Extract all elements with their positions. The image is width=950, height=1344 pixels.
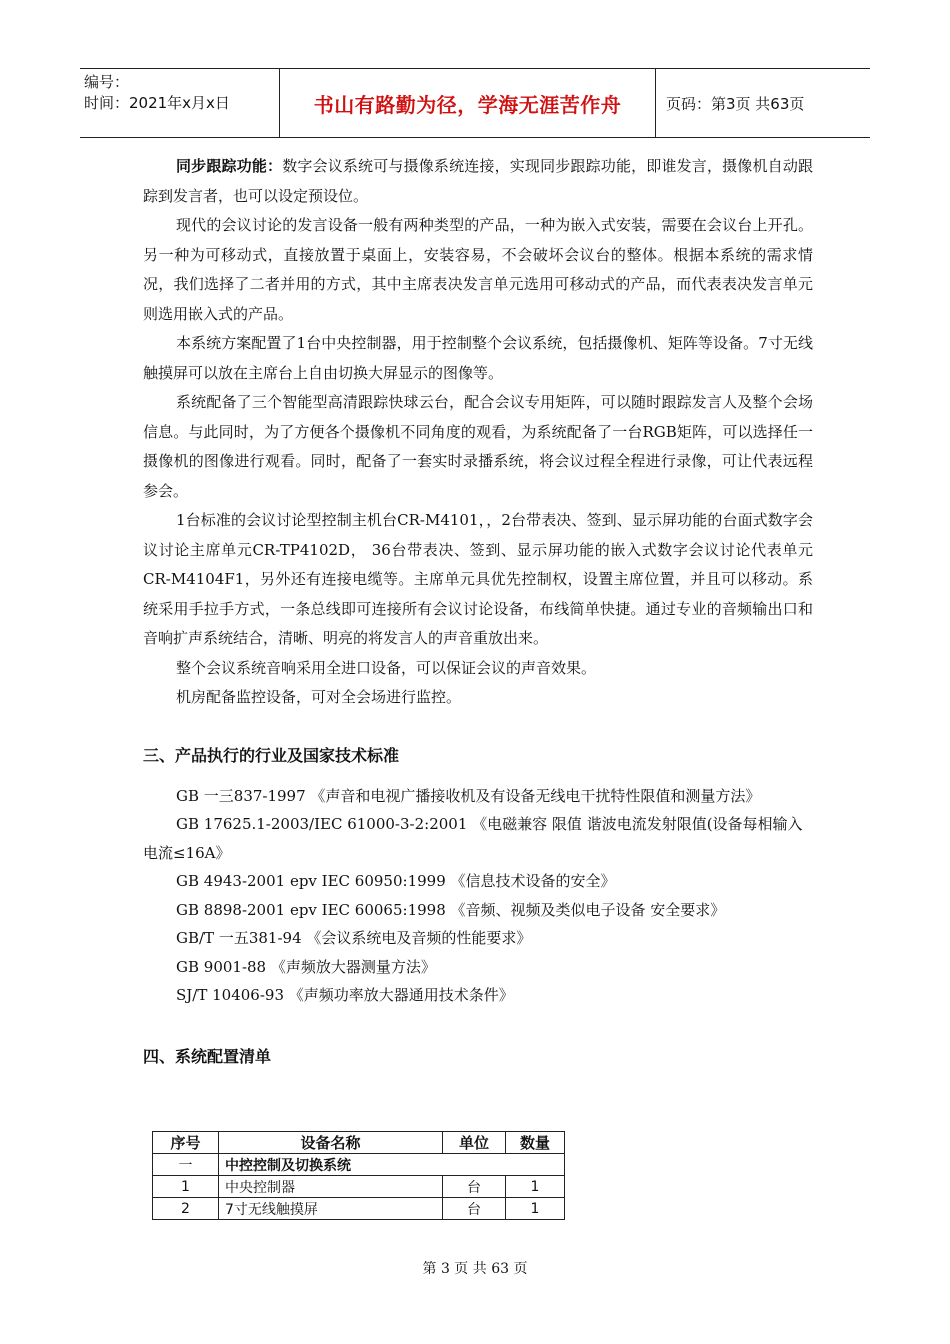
paragraph-text: 整个会议系统音响采用全进口设备，可以保证会议的声音效果。	[176, 658, 597, 677]
cell-qty: 1	[506, 1198, 565, 1220]
cell-unit: 台	[443, 1198, 506, 1220]
table-header-row	[153, 1132, 565, 1154]
page-header	[80, 68, 870, 138]
table-row	[153, 1176, 565, 1198]
standard-item: GB 9001-88 《声频放大器测量方法》	[176, 957, 436, 976]
table-group-row	[153, 1154, 565, 1176]
header-page-info: 页码：第3页 共63页	[666, 94, 805, 113]
body-content	[143, 152, 813, 1067]
header-motto-cell	[280, 69, 656, 137]
section-title-standards: 三、产品执行的行业及国家技术标准	[143, 745, 400, 765]
standard-item: GB 17625.1-2003/IEC 61000-3-2:2001 《电磁兼容 限值 谐波电流发射限值(设备每相输入电流≤16A》	[143, 815, 803, 862]
standard-item: GB 8898-2001 epv IEC 60065:1998 《音频、视频及类似电子设备 安全要求》	[176, 900, 726, 919]
table-row	[153, 1198, 565, 1220]
paragraph-text: 系统配备了三个智能型高清跟踪快球云台，配合会议专用矩阵，可以随时跟踪发言人及整个会场信息。与此同时，为了方便各个摄像机不同角度的观看，为系统配备了一台RGB矩阵，可以选择任一摄像机的图像进行观看。同时，配备了一套实时录播系统，将会议过程全程进行录像，可让代表远程参会。	[143, 393, 813, 500]
col-header-no: 序号	[153, 1132, 219, 1154]
col-header-qty: 数量	[506, 1132, 565, 1154]
header-motto: 书山有路勤为径，学海无涯苦作舟	[313, 92, 622, 117]
paragraph-text: 1台标准的会议讨论型控制主机台CR-M4101，，2台带表决、签到、显示屏功能的台面式数字会议讨论主席单元CR-TP4102D， 36台带表决、签到、显示屏功能的嵌入式数字会议讨论代表单元CR-M4104F1，另外还有连接电缆等。主席单元具优先控制权，设置主席位置，并且可以移动。系统采用手拉手方式，一条总线即可连接所有会议讨论设备，布线简单快捷。通过专业的音频输出口和音响扩声系统结合，清晰、明亮的将发言人的声音重放出来。	[143, 511, 813, 647]
time-label: 时间：2021年x月x日	[84, 94, 230, 112]
paragraph	[143, 152, 813, 211]
section-title-config: 四、系统配置清单	[143, 1046, 272, 1066]
paragraph	[143, 211, 813, 329]
header-meta	[80, 69, 280, 137]
group-name: 中控控制及切换系统	[219, 1154, 565, 1176]
config-table	[152, 1131, 565, 1220]
cell-no: 2	[153, 1198, 219, 1220]
cell-name: 7寸无线触摸屏	[219, 1198, 443, 1220]
col-header-unit: 单位	[443, 1132, 506, 1154]
paragraph	[143, 683, 813, 713]
cell-name: 中央控制器	[219, 1176, 443, 1198]
cell-no: 1	[153, 1176, 219, 1198]
standard-item: GB/T 一五381-94 《会议系统电及音频的性能要求》	[176, 929, 532, 947]
group-no: 一	[153, 1154, 219, 1176]
paragraph	[143, 388, 813, 506]
paragraph	[143, 654, 813, 684]
paragraph-lead: 同步跟踪功能：	[176, 157, 283, 175]
standard-item: SJ/T 10406-93 《声频功率放大器通用技术条件》	[176, 986, 514, 1004]
paragraph	[143, 506, 813, 654]
paragraph-text: 现代的会议讨论的发言设备一般有两种类型的产品，一种为嵌入式安装，需要在会议台上开孔。另一种为可移动式，直接放置于桌面上，安装容易，不会破坏会议台的整体。根据本系统的需求情况，我们选择了二者并用的方式，其中主席表决发言单元选用可移动式的产品，而代表表决发言单元则选用嵌入式的产品。	[143, 216, 813, 323]
page-footer: 第 3 页 共 63 页	[422, 1261, 528, 1277]
paragraph	[143, 329, 813, 388]
paragraph-text: 机房配备监控设备，可对全会场进行监控。	[176, 688, 462, 706]
paragraph-text: 本系统方案配置了1台中央控制器，用于控制整个会议系统，包括摄像机、矩阵等设备。7寸无线触摸屏可以放在主席台上自由切换大屏显示的图像等。	[143, 334, 813, 382]
cell-unit: 台	[443, 1176, 506, 1198]
paragraph-text: 数字会议系统可与摄像系统连接，实现同步跟踪功能，即谁发言，摄像机自动跟踪到发言者，也可以设定预设位。	[143, 157, 813, 205]
serial-label: 编号：	[84, 73, 130, 91]
col-header-name: 设备名称	[219, 1132, 443, 1154]
cell-qty: 1	[506, 1176, 565, 1198]
standard-item: GB 一三837-1997 《声音和电视广播接收机及有设备无线电干扰特性限值和测量方法》	[176, 786, 761, 805]
standard-item: GB 4943-2001 epv IEC 60950:1999 《信息技术设备的安全》	[176, 872, 616, 890]
